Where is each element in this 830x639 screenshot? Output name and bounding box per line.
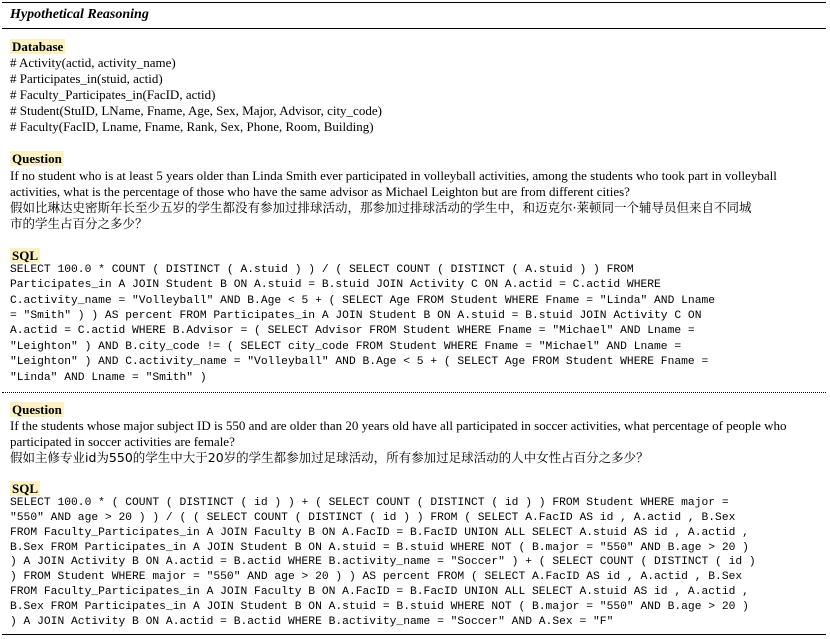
sql-line: ) A JOIN Activity B ON A.actid = B.actid WHERE B.activity_name = "Soccer" ) + ( SELECT COUNT ( DISTINCT ( id ) [10, 556, 756, 568]
sql-line: B.Sex FROM Participates_in A JOIN Student B ON A.stuid = B.stuid WHERE NOT ( B.major = "550" AND B.age > 20 ) [10, 601, 749, 613]
sql-heading: SQL [12, 481, 39, 496]
schema-line: # Student(StuID, LName, Fname, Age, Sex, Major, Advisor, city_code) [10, 103, 382, 118]
schema-line: # Activity(actid, activity_name) [10, 55, 176, 70]
question-text-en: If the students whose major subject ID is 550 and are older than 20 years old have all participated in soccer activities, what percentage of people who [10, 418, 787, 433]
sql-line: = "Smith" ) ) AS percent FROM Participates_in A JOIN Student B ON A.stuid = B.stuid JOIN Activity C ON [10, 310, 702, 322]
database-heading: Database [12, 39, 64, 54]
schema-line: # Faculty_Participates_in(FacID, actid) [10, 87, 216, 102]
question-text-zh: 假如比琳达史密斯年长至少五岁的学生都没有参加过排球活动，那参加过排球活动的学生中，和迈克尔·莱顿同一个辅导员但来自不同城 [10, 200, 752, 215]
question-text-zh: 假如主修专业id为550的学生中大于20岁的学生都参加过足球活动，所有参加过足球活动的人中女性占百分之多少？ [10, 450, 649, 465]
sql-line: "Leighton" ) AND B.city_code != ( SELECT city_code FROM Student WHERE Fname = "Michael" AND Lname = [10, 341, 682, 353]
figure-title: Hypothetical Reasoning [10, 7, 149, 22]
sql-line: ) FROM Student WHERE major = "550" AND age > 20 ) ) AS percent FROM ( SELECT A.FacID AS id , A.actid , B.Sex [10, 571, 743, 583]
schema-line: # Faculty(FacID, Lname, Fname, Rank, Sex, Phone, Room, Building) [10, 119, 374, 134]
question-text-en: activities, what is the percentage of those who have the same advisor as Michael Leighton but are from different cities? [10, 184, 630, 199]
sql-line: SELECT 100.0 * COUNT ( DISTINCT ( A.stuid ) ) / ( SELECT COUNT ( DISTINCT ( A.stuid ) ) FROM [10, 264, 634, 276]
title-bar [2, 3, 826, 29]
sql-line: "550" AND age > 20 ) ) / ( ( SELECT COUNT ( DISTINCT ( id ) ) FROM ( SELECT A.FacID AS id , A.actid , B.Sex [10, 512, 736, 524]
sql-line: Participates_in A JOIN Student B ON A.stuid = B.stuid JOIN Activity C ON A.actid = C.actid WHERE [10, 279, 661, 291]
sql-line: "Leighton" ) AND C.activity_name = "Volleyball" AND B.Age < 5 + ( SELECT Age FROM Student WHERE Fname = [10, 356, 709, 368]
sql-heading: SQL [12, 248, 39, 263]
sql-line: ) A JOIN Activity B ON A.actid = B.actid WHERE B.activity_name = "Soccer" AND A.Sex = "F" [10, 616, 614, 628]
question-heading: Question [12, 151, 62, 166]
sql-line: SELECT 100.0 * ( COUNT ( DISTINCT ( id ) ) + ( SELECT COUNT ( DISTINCT ( id ) ) FROM Student WHERE major = [10, 497, 729, 509]
sql-line: "Linda" AND Lname = "Smith" ) [10, 372, 207, 384]
figure-frame [2, 2, 826, 635]
question-heading: Question [12, 402, 62, 417]
sql-line: FROM Faculty_Participates_in A JOIN Faculty B ON A.FacID = B.FacID UNION ALL SELECT A.stuid AS id , A.actid , [10, 586, 749, 598]
schema-line: # Participates_in(stuid, actid) [10, 71, 163, 86]
sql-line: A.actid = C.actid WHERE B.Advisor = ( SELECT Advisor FROM Student WHERE Fname = "Michael" AND Lname = [10, 325, 695, 337]
sql-line: B.Sex FROM Participates_in A JOIN Student B ON A.stuid = B.stuid WHERE NOT ( B.major = "550" AND B.age > 20 ) [10, 542, 749, 554]
question-text-zh: 市的学生占百分之多少？ [10, 216, 148, 231]
sql-line: FROM Faculty_Participates_in A JOIN Faculty B ON A.FacID = B.FacID UNION ALL SELECT A.stuid AS id , A.actid , [10, 527, 749, 539]
question-text-en: participated in soccer activities are female? [10, 434, 235, 449]
sql-line: C.activity_name = "Volleyball" AND B.Age < 5 + ( SELECT Age FROM Student WHERE Fname = "Linda" AND Lname [10, 295, 716, 307]
section-divider [2, 392, 826, 393]
question-text-en: If no student who is at least 5 years older than Linda Smith ever participated in volleyball activities, among the students who took part in volleyball [10, 168, 777, 183]
